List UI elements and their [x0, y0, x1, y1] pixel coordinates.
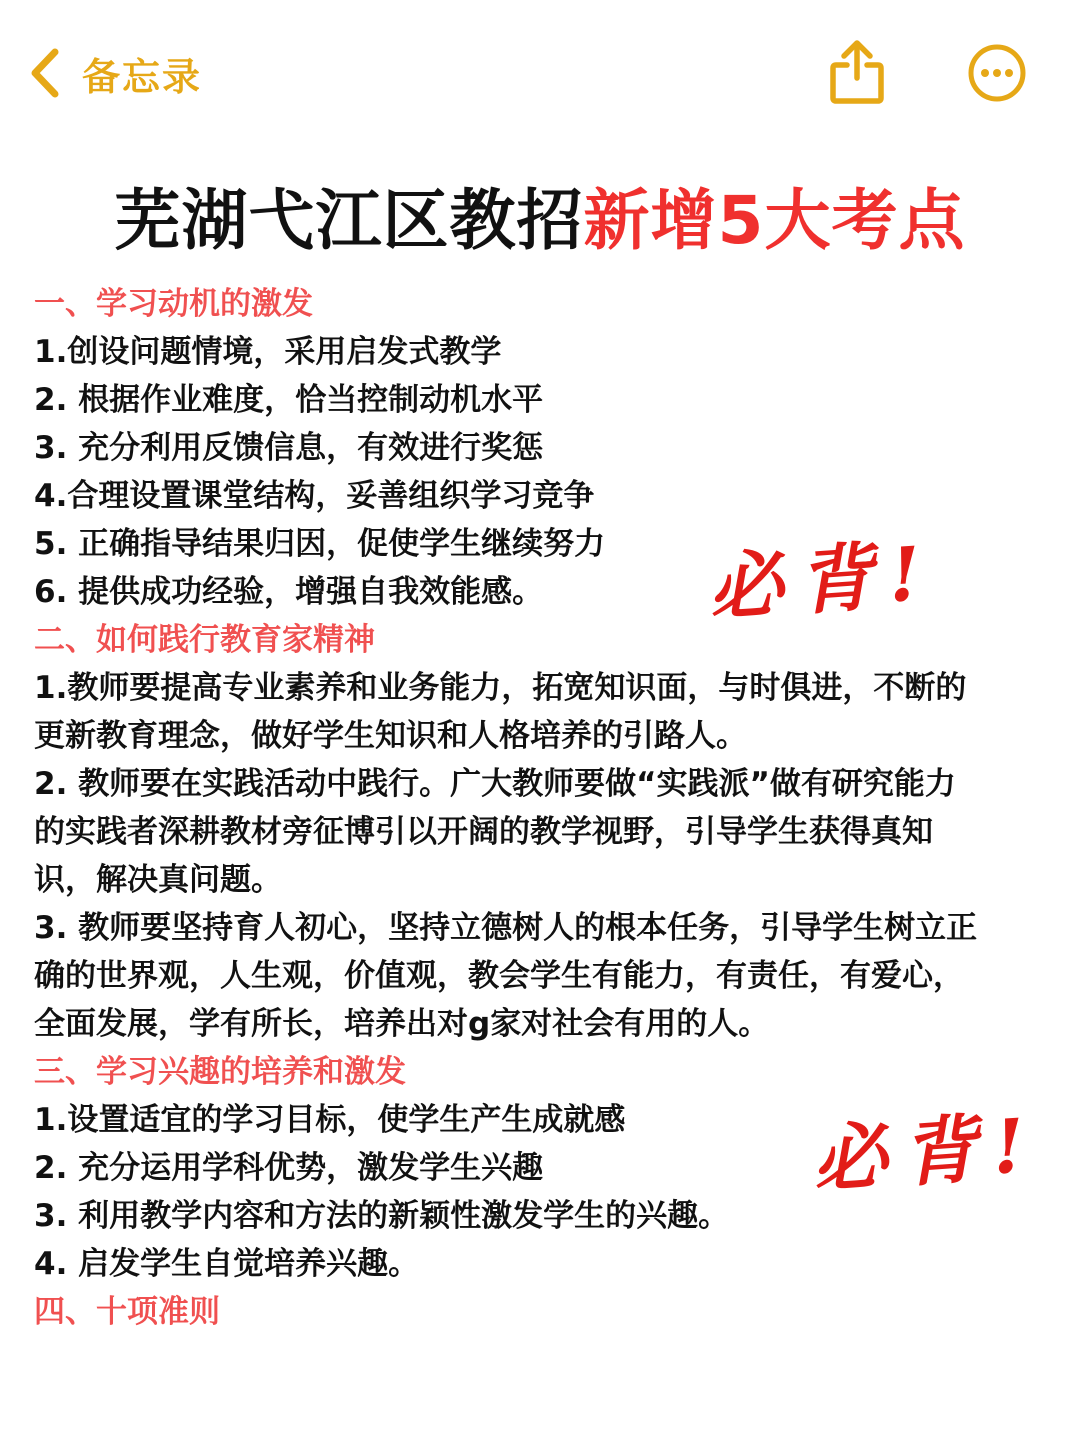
list-item: 5. 正确指导结果归因，促使学生继续努力 — [34, 526, 606, 562]
list-item: 的实践者深耕教材旁征博引以开阔的教学视野，引导学生获得真知 — [34, 814, 933, 850]
back-button[interactable] — [30, 45, 202, 101]
navigation-bar — [0, 0, 1080, 150]
must-memorize-stamp: 必背! — [809, 1102, 1044, 1204]
list-item: 1.创设问题情境，采用启发式教学 — [34, 334, 502, 370]
list-item: 4.合理设置课堂结构，妥善组织学习竞争 — [34, 478, 595, 514]
share-button[interactable] — [828, 38, 886, 106]
list-item: 2. 充分运用学科优势，激发学生兴趣 — [34, 1150, 544, 1186]
list-item: 识，解决真问题。 — [34, 862, 282, 898]
title-part-red: 新增5大考点 — [583, 182, 966, 259]
must-memorize-stamp: 必背! — [705, 530, 940, 632]
list-item: 3. 充分利用反馈信息，有效进行奖惩 — [34, 430, 544, 466]
back-label: 备忘录 — [82, 54, 203, 99]
section-heading: 二、如何践行教育家精神 — [34, 622, 375, 658]
list-item: 1.教师要提高专业素养和业务能力，拓宽知识面，与时俱进，不断的 — [34, 670, 967, 706]
section-heading: 一、学习动机的激发 — [34, 286, 313, 322]
section-heading: 三、学习兴趣的培养和激发 — [34, 1054, 406, 1090]
list-item: 1.设置适宜的学习目标，使学生产生成就感 — [34, 1102, 626, 1138]
list-item: 确的世界观，人生观，价值观，教会学生有能力，有责任，有爱心， — [34, 958, 964, 994]
chevron-left-icon — [30, 48, 60, 98]
list-item: 全面发展，学有所长，培养出对g家对社会有用的人。 — [34, 1006, 770, 1042]
list-item: 3. 教师要坚持育人初心，坚持立德树人的根本任务，引导学生树立正 — [34, 910, 978, 946]
list-item: 更新教育理念，做好学生知识和人格培养的引路人。 — [34, 718, 747, 754]
list-item: 3. 利用教学内容和方法的新颖性激发学生的兴趣。 — [34, 1198, 730, 1234]
more-button[interactable] — [966, 42, 1028, 104]
section-heading: 四、十项准则 — [34, 1294, 220, 1330]
list-item: 4. 启发学生自觉培养兴趣。 — [34, 1246, 420, 1282]
title-part-black: 芜湖弋江区教招 — [114, 182, 584, 259]
note-title — [0, 176, 1080, 266]
list-item: 2. 根据作业难度，恰当控制动机水平 — [34, 382, 544, 418]
more-icon — [966, 42, 1028, 104]
share-icon — [828, 38, 886, 106]
list-item: 6. 提供成功经验，增强自我效能感。 — [34, 574, 544, 610]
list-item: 2. 教师要在实践活动中践行。广大教师要做“实践派”做有研究能力 — [34, 766, 956, 802]
